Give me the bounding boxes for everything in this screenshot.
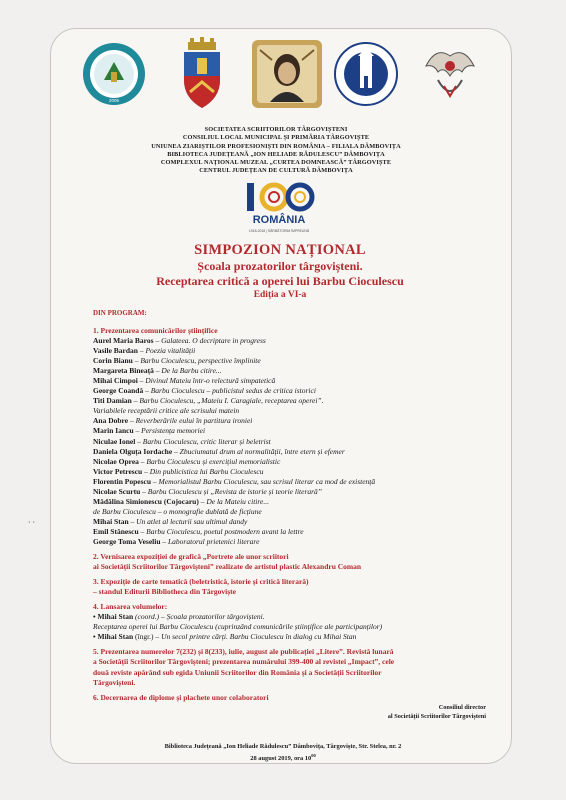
- venue-address: Biblioteca Județeană „Ion Heliade Rădulescu” Dâmbovița, Târgoviște, Str. Stelea, nr. 2: [164, 743, 402, 750]
- presentation-title: Divinul Mateiu într-o relectură simpatetică: [145, 376, 276, 386]
- section-4-title: 4. Lansarea volumelor:: [93, 602, 168, 612]
- signature-line: Consiliul director: [438, 704, 486, 711]
- presentation-title: Memorialistul Barbu Cioculescu, sau scrisul literar ca mod de existență: [158, 476, 376, 486]
- presentation-title: Persistența memoriei: [141, 426, 206, 436]
- society-logo-year: 2006: [108, 98, 120, 103]
- presenter-name: Emil Stănescu: [93, 526, 139, 536]
- centenary-tagline: 1918-2018 | SĂRBĂTORIM ÎMPREUNĂ: [248, 229, 310, 233]
- presentation-separator: –: [135, 436, 143, 446]
- organizer-line: UNIUNEA ZIARIȘTILOR PROFESIONIȘTI DIN ROMÂNIA – FILIALA DÂMBOVIȚA: [151, 142, 401, 150]
- presentation-item: [93, 426, 503, 436]
- event-date: [100, 751, 466, 763]
- presenter-name: Mihai Cimpoi: [93, 376, 138, 386]
- scan-mark: ‧ ‧: [28, 518, 36, 527]
- presentation-title: Barbu Cioculescu, critic literar și beletrist: [142, 436, 271, 446]
- event-edition: Ediția a VI-a: [253, 290, 307, 300]
- presentation-title: Zbuciumatul drum al normalității, între etern și efemer: [179, 446, 345, 456]
- presentation-separator: –: [133, 426, 142, 436]
- event-date-text: 28 august 2019, ora 10: [250, 755, 312, 763]
- book-title: Un secol printre cărți. Barbu Cioculescu în dialog cu Mihai Stan: [161, 632, 357, 642]
- centenary-country: ROMÂNIA: [252, 214, 306, 226]
- presentation-item: [93, 517, 503, 527]
- presentation-title: Galateea. O decriptare in progress: [161, 336, 266, 346]
- presentation-separator: –: [151, 476, 159, 486]
- centenary-logo: [238, 180, 320, 240]
- signature-block: [300, 704, 486, 721]
- presenter-name: George Toma Veseliu: [93, 536, 161, 546]
- presenter-name: Marin Iancu: [93, 426, 134, 436]
- presentation-item: [93, 396, 503, 406]
- presenter-name: Vasile Bardan: [93, 346, 138, 356]
- presenter-name: Corin Bianu: [93, 356, 133, 366]
- presentation-separator: –: [132, 356, 141, 366]
- presentation-item: [93, 437, 503, 447]
- book-editor: • Mihai Stan: [93, 612, 134, 622]
- presenter-name: Nicolae Scurtu: [93, 486, 141, 496]
- presentation-title: Barbu Cioculescu, perspective împlinite: [140, 356, 261, 366]
- society-emblem-icon: [80, 36, 148, 112]
- presentation-separator: –: [172, 446, 180, 456]
- presentation-item: [93, 477, 503, 487]
- presentation-title: De la Mateiu citire...: [206, 496, 269, 506]
- presenter-name: Margareta Bineață: [93, 366, 154, 376]
- presentation-item: [93, 457, 503, 467]
- organizer-line: CONSILIUL LOCAL MUNICIPAL ȘI PRIMĂRIA TÂRGOVIȘTE: [182, 134, 370, 142]
- section-6-title: 6. Decernarea de diplome și plachete unor colaboratori: [93, 692, 269, 702]
- section-3-line: – standul Editurii Bibliotheca din Târgoviște: [93, 587, 237, 597]
- presentation-item: [93, 467, 503, 477]
- event-time-superscript: 00: [311, 753, 316, 758]
- logo-row: [64, 36, 476, 118]
- section-5-line: două reviste apărând sub egida Uniunii Scriitorilor din România și a Societății Scriitorilor: [93, 667, 382, 677]
- program-label: DIN PROGRAM:: [93, 309, 147, 317]
- section-5-line: Târgovișteni.: [93, 677, 136, 687]
- presentation-separator: –: [142, 466, 150, 476]
- book-launch-subtitle: Receptarea operei lui Barbu Cioculescu (cuprinzând comunicările științifice ale participanților): [93, 622, 383, 632]
- presentation-item: [93, 376, 503, 386]
- presentation-item: [93, 527, 503, 537]
- presentation-title: Din publicistica lui Barbu Cioculescu: [149, 466, 264, 476]
- presentation-title: Barbu Cioculescu, „Mateiu I. Caragiale, receptarea operei”.: [139, 396, 324, 406]
- presenter-name: Ana Dobre: [93, 416, 129, 426]
- presentation-separator: –: [153, 336, 162, 346]
- presentation-item: [93, 497, 503, 507]
- presenter-name: Niculae Ionel: [93, 436, 136, 446]
- presenter-name: Aurel Maria Baros: [93, 336, 154, 346]
- presentation-title: Reverberările eului în partitura ironiei: [135, 416, 253, 426]
- presenter-name: Florentin Popescu: [93, 476, 151, 486]
- presentation-title: De la Barbu citire...: [161, 366, 222, 376]
- presentation-title: Laboratorul prietenici literare: [168, 536, 260, 546]
- presenter-name: Daniela Olguța Iordache: [93, 446, 173, 456]
- presenter-name: George Coandă: [93, 386, 144, 396]
- section-5-line: a Societății Scriitorilor Târgovișteni; prezentarea numărului 399-400 al revistei „Impact”, cele: [93, 657, 395, 667]
- presentation-separator: –: [138, 456, 147, 466]
- organizer-line: BIBLIOTECA JUDEȚEANĂ „ION HELIADE RĂDULESCU” DÂMBOVIȚA: [167, 150, 385, 158]
- organizer-line: CENTRUL JUDEȚEAN DE CULTURĂ DÂMBOVIȚA: [199, 167, 353, 175]
- coat-of-arms-icon: [168, 36, 236, 112]
- presentation-item: [93, 507, 503, 517]
- presenter-name: Titi Damian: [93, 396, 132, 406]
- presentations-list: [93, 336, 503, 547]
- event-subtitle-2: Receptarea critică a operei lui Barbu Cioculescu: [156, 274, 404, 288]
- presentation-item: [93, 366, 503, 376]
- section-1-title: 1. Prezentarea comunicărilor științifice: [93, 326, 218, 335]
- presentation-item: [93, 416, 503, 426]
- event-heading: [66, 242, 494, 301]
- presentation-title: Poezia vitalității: [145, 346, 196, 356]
- presentation-item: [93, 487, 503, 497]
- presentation-item: [93, 336, 503, 346]
- signature-line: al Societății Scriitorilor Târgovișteni: [387, 712, 486, 720]
- presentation-separator: –: [138, 526, 147, 536]
- presentation-item: [93, 406, 503, 416]
- writer-portrait-icon: [248, 36, 326, 112]
- presentation-item: [93, 356, 503, 366]
- book-role: (îngr.) –: [133, 632, 162, 642]
- venue-footer: [100, 742, 466, 763]
- presentation-title: Variabilele receptării critice ale scrisului matein: [93, 406, 240, 416]
- presentation-title: Barbu Cioculescu și exercițiul memorialistic: [146, 456, 281, 466]
- section-3-line: 3. Expoziție de carte tematică (beletristică, istorie și critică literară): [93, 577, 309, 587]
- organizers-list: [66, 126, 486, 176]
- presentation-item: [93, 386, 503, 396]
- presentation-separator: –: [128, 516, 137, 526]
- centenary-100-icon: [238, 180, 320, 214]
- presenter-name: Victor Petrescu: [93, 466, 143, 476]
- section-2-line: ai Societății Scriitorilor Târgovișteni” realizate de artistul plastic Alexandru Coman: [93, 562, 362, 572]
- program-content: [93, 326, 503, 703]
- presenter-name: Nicolae Oprea: [93, 456, 139, 466]
- presentation-separator: –: [140, 486, 148, 496]
- organizer-line: SOCIETATEA SCRIITORILOR TÂRGOVIȘTENI: [204, 126, 348, 133]
- presentation-separator: –: [143, 386, 151, 396]
- book-editor: • Mihai Stan: [93, 632, 134, 642]
- presentation-title: Un atlet al lecturii sau ultimul dandy: [136, 516, 248, 526]
- presentation-item: [93, 346, 503, 356]
- book-title: (coord.) – Școala prozatorilor târgovișteni.: [133, 612, 265, 622]
- presenter-name: Mihai Stan: [93, 516, 129, 526]
- presentation-title: Barbu Cioculescu, poetul postmodern avant la lettre: [146, 526, 304, 536]
- section-5-line: 5. Prezentarea numerelor 7(232) și 8(233), iulie, august ale publicației „Litere”. Revistă lunară: [93, 647, 394, 657]
- eagle-crest-icon: [416, 36, 484, 112]
- presentation-separator: –: [137, 346, 146, 356]
- presentation-separator: –: [160, 536, 169, 546]
- presentation-separator: –: [198, 496, 207, 506]
- event-title: SIMPOZION NAȚIONAL: [194, 242, 366, 258]
- presentation-separator: –: [131, 396, 140, 406]
- tower-emblem-icon: [332, 36, 400, 112]
- organizer-line: COMPLEXUL NAȚIONAL MUZEAL „CURTEA DOMNEASCĂ” TÂRGOVIȘTE: [160, 159, 392, 167]
- presentation-title: Barbu Cioculescu – publicistul sedus de critica istorici: [150, 386, 316, 396]
- event-subtitle-1: Școala prozatorilor târgovișteni.: [197, 259, 363, 273]
- book-launch-item: [93, 632, 503, 642]
- presentation-separator: –: [128, 416, 136, 426]
- presentation-item: [93, 447, 503, 457]
- presentation-title: Barbu Cioculescu și „Revista de istorie și teorie literară”: [147, 486, 322, 496]
- book-launch-item: [93, 612, 503, 622]
- presentation-separator: –: [153, 366, 162, 376]
- presentation-separator: –: [137, 376, 146, 386]
- presentation-title: de Barbu Cioculescu – o monografie dublată de ficțiune: [93, 506, 262, 516]
- section-2-line: 2. Vernisarea expoziției de grafică „Portrete ale unor scriitori: [93, 552, 289, 562]
- presentation-item: [93, 537, 503, 547]
- presenter-name: Mădălina Simionescu (Cojocaru): [93, 496, 199, 506]
